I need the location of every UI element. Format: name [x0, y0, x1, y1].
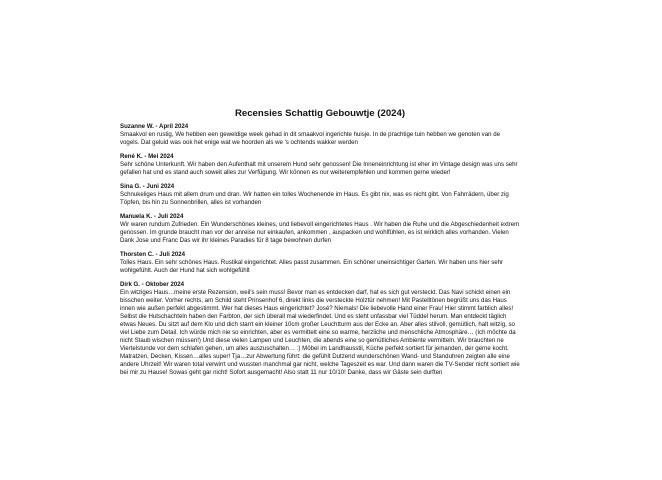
review-header: Dirk G. - Oktober 2024 [120, 281, 185, 288]
review-dirk [120, 281, 520, 377]
review-sina [120, 183, 520, 207]
review-thorsten [120, 251, 520, 275]
review-rene [120, 153, 520, 177]
review-manuela [120, 213, 520, 245]
review-header: Suzanne W. - April 2024 [120, 123, 189, 130]
review-header: René K. - Mei 2024 [120, 153, 174, 160]
review-text: Schnukeliges Haus mit allem drum und dran. Wir hatten ein tolles Wochenende im Haus. Es gibt nix, was es nicht gibt. Von Fahrrädern, über zig Töpfen, bis hin zu Sonnenbrillen, alles ist vorhanden [120, 191, 509, 206]
review-header: Thorsten C. - Juli 2024 [120, 251, 186, 258]
document-title: Recensies Schattig Gebouwtje (2024) [234, 108, 406, 119]
review-text: Sehr schöne Unterkunft. Wir haben den Aufenthalt mit unserem Hund sehr genossen! Die Inneneinrichtung ist eher im Vintage design was uns sehr gefallen hat und es stand auch soweit alles zur Verfügung. Wir können es nur weiterempfehlen und kommen gerne wieder! [120, 161, 518, 176]
review-text: Tolles Haus. Ein sehr schönes Haus. Rustikal eingerichtet. Alles passt zusammen. Ein schöner uneinsichtiger Garten. Wir haben uns hier sehr wohlgefühlt. Auch der Hund hat sich wohlgefühlt [120, 259, 504, 274]
review-text: Ein witziges Haus…meine erste Rezension, weil's sein muss! Bevor man es entdecken darf, hat es sich gut versteckt. Das Navi schickt einen ein bisschen weiter. Vorher rechts, am Schild steht Prinsenhof 6, direkt links die versteckte Holztür nehmen! Mit Pastelltönen begrüßt uns das Haus innen wie außen perfekt abgestimmt. Wer hat dieses Haus eingerichtet? José? Niemals! Die liebevolle Hand einer Frau! Hier stimmt farblich alles! Selbst die Hutschachteln haben den Farbton, der sich überall mal wiederfindet. Und es steht unfassbar viel Tüddel herum. Man entdeckt täglich etwas Neues. Du sitzt auf dem Klo und dich starrt ein kleiner 10cm großer Leuchtturm aus der Ecke an. Aber alles stilvoll, gemütlich, halt witzig, so viel Liebe zum Detail. Ich würde mich nie so einrichten, aber es vermittelt eine so warme, herzliche und menschliche Atmosphäre… (Ich möchte da nicht Staub wischen müssen!) Und diese vielen Lampen und Leuchten, die abends eine so gemütliches Ambiente vermitteln. Wir brauchten ne Viertelstunde vor dem schlafen gehen, um alles auszuschalten… :) Möbel im Landhausstil, Küche perfekt sortiert für jemanden, der gerne kocht. Matratzen, Decken, Kissen…alles super! Tja…zur Abwertung führt: die gefühlt Dutzend wunderschönen Wand- und Standuhren zeigten alle eine andere Uhrzeit! Wir waren total verwirrt und wussten manchmal gar nicht, welche Tageszeit es war. Und dann waren die TV-Sender nicht sortiert wie bei mir zu Hause! Sowas geht gar nicht! Sofort ausgemacht! Also statt 11 nur 10/10! Danke, dass wir Gäste sein durften [120, 289, 520, 376]
review-header: Sina G. - Juni 2024 [120, 183, 175, 190]
document-page [120, 108, 520, 383]
review-header: Manuela K. - Juli 2024 [120, 213, 184, 220]
review-suzanne [120, 123, 520, 147]
review-text: Wir waren rundum Zufrieden. Ein Wunderschönes kleines, und liebevoll eingerichtetes Haus . Wir haben die Ruhe und die Abgeschiedenheit extrem genossen. Im grunde braucht man vor der anreise nur einkaufen, ankommen , auspacken und wohlfühlen, es ist wirklich alles vorhanden. Vielen Dank Jose und Franc Das wir ihr kleines Paradies für 8 tage bewohnen durfen [120, 221, 520, 244]
review-text: Smaakvol en rustig, We hebben een geweldige week gehad in dit smaakvol ingerichte huisje. In de prachtige tuin hebben we genoten van de vogels. Dat geluid was ook het enige wat we hoorden als we 's ochtends wakker werden [120, 131, 500, 146]
